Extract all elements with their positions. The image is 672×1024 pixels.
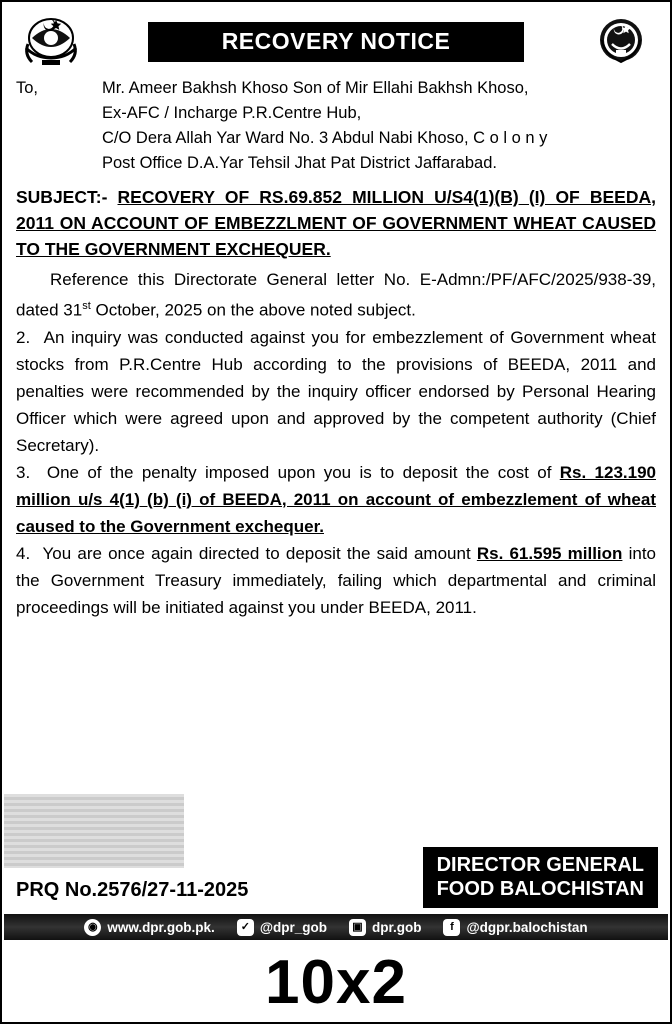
paragraph-4 xyxy=(16,540,656,621)
ad-size-label: 10x2 xyxy=(265,948,407,1017)
notice-footer xyxy=(2,832,670,910)
paragraph-4-number: 4. xyxy=(16,543,31,563)
paragraph-reference xyxy=(16,266,656,324)
social-bar xyxy=(4,914,668,940)
reference-text-part1: Reference this Directorate General letter No. E-Admn:/PF/AFC/2025/938-39, dated 31 xyxy=(16,270,656,320)
to-label: To, xyxy=(16,79,39,97)
signatory-line-2: FOOD BALOCHISTAN xyxy=(436,878,644,900)
subject-text: RECOVERY OF RS.69.852 MILLION U/S4(1)(B) (I) OF BEEDA, 2011 ON ACCOUNT OF EMBEZZLMENT OF GOVERNMENT WHEAT CAUSED TO THE GOVERNMENT EXCHEQUER. xyxy=(16,187,656,259)
signatory-block xyxy=(423,847,658,908)
address-line: C/O Dera Allah Yar Ward No. 3 Abdul Nabi Khoso, C o l o n y xyxy=(102,129,548,147)
balochistan-government-emblem-icon xyxy=(20,14,82,70)
instagram-icon: ▣ xyxy=(349,919,366,936)
paragraph-4-emphasis: Rs. 61.595 million xyxy=(476,543,623,563)
signatory-line-1: DIRECTOR GENERAL xyxy=(436,854,644,876)
notice-header xyxy=(16,10,656,72)
prq-number: PRQ No.2576/27-11-2025 xyxy=(16,879,249,901)
subject-block xyxy=(16,184,656,262)
paragraph-4-text: You are once again directed to deposit the said amount xyxy=(42,543,477,563)
notice-content xyxy=(16,266,656,621)
facebook-icon: f xyxy=(443,919,460,936)
globe-icon: ◉ xyxy=(84,919,101,936)
address-line: Post Office D.A.Yar Tehsil Jhat Pat District Jaffarabad. xyxy=(102,154,497,172)
paragraph-2-number: 2. xyxy=(16,327,31,347)
reference-text-part2: October, 2025 on the above noted subject. xyxy=(90,300,416,320)
address-line: Mr. Ameer Bakhsh Khoso Son of Mir Ellahi Bakhsh Khoso, xyxy=(102,79,529,97)
paragraph-4-tail: into the Government Treasury immediately, failing which departmental and criminal proceedings will be initiated against you under BEEDA, 2011. xyxy=(16,543,656,617)
address-block xyxy=(16,76,656,176)
decorative-strip xyxy=(4,794,184,868)
notice-body xyxy=(2,2,670,621)
paragraph-3-text: One of the penalty imposed upon you is to deposit the cost of xyxy=(46,462,560,482)
address-line: Ex-AFC / Incharge P.R.Centre Hub, xyxy=(102,104,362,122)
paragraph-2-text: An inquiry was conducted against you for embezzlement of Government wheat stocks from P.R.Centre Hub according to the provisions of BEEDA, 2011 and penalties were recommended by the inquiry officer endorsed by Personal Hearing Officer which were agreed upon and approved by the competent authority (Chief Secretary). xyxy=(16,327,656,455)
paragraph-3-number: 3. xyxy=(16,462,31,482)
reference-ordinal-suffix: st xyxy=(82,300,91,312)
food-department-emblem-icon xyxy=(590,14,652,70)
paragraph-3-emphasis: Rs. 123.190 million u/s 4(1) (b) (i) of BEEDA, 2011 on account of embezzlement of wheat caused to the Government exchequer. xyxy=(16,462,657,536)
social-twitter-label: @dpr_gob xyxy=(259,919,327,935)
notice-title: RECOVERY NOTICE xyxy=(148,22,524,62)
social-website-label: www.dpr.gob.pk. xyxy=(107,919,215,935)
social-twitter[interactable] xyxy=(237,919,327,936)
social-instagram-label: dpr.gob xyxy=(371,919,422,935)
social-website[interactable] xyxy=(84,919,215,936)
addressee-lines xyxy=(102,76,656,176)
subject-label: SUBJECT:- xyxy=(16,187,108,207)
social-instagram[interactable] xyxy=(349,919,422,936)
paragraph-3 xyxy=(16,459,656,540)
social-facebook-label: @dgpr.balochistan xyxy=(466,919,588,935)
paragraph-2 xyxy=(16,324,656,459)
twitter-icon: ✓ xyxy=(237,919,254,936)
social-facebook[interactable] xyxy=(443,919,587,936)
